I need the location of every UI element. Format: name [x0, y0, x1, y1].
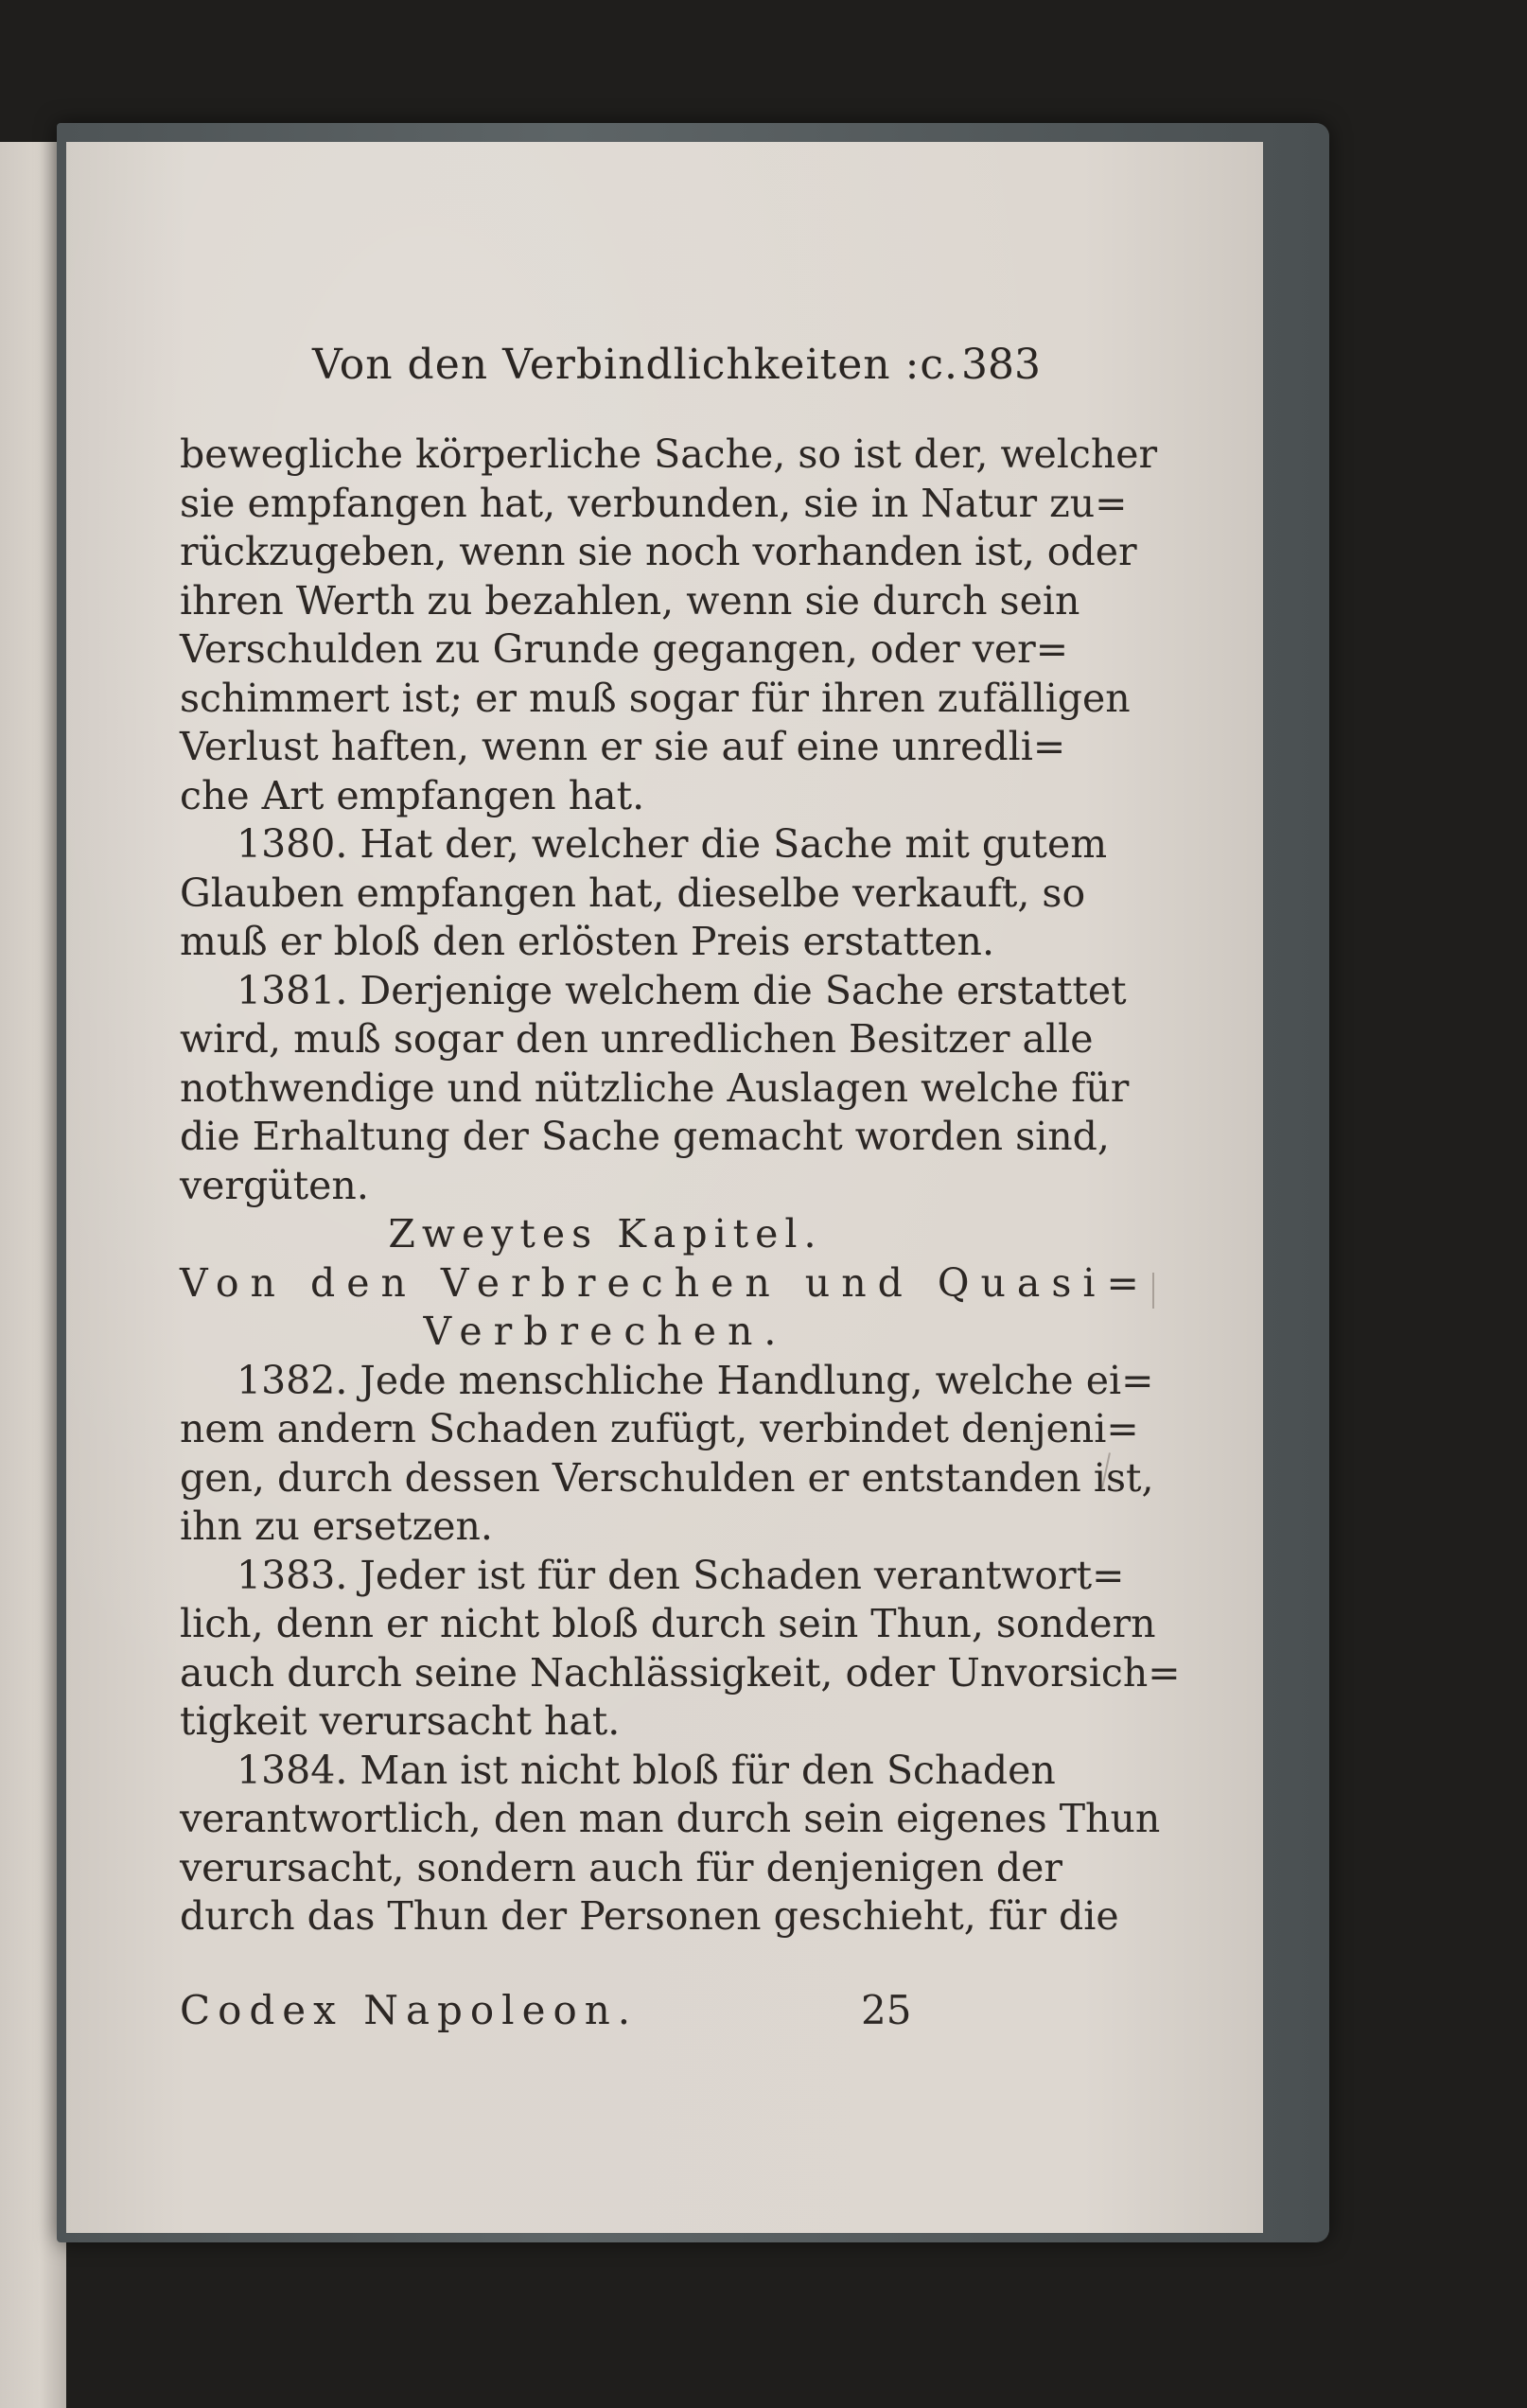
text-line: ihren Werth zu bezahlen, wenn sie durch sein	[180, 577, 1080, 624]
text-line: verantwortlich, den man durch sein eigenes Thun	[180, 1796, 1161, 1841]
text-line: Verlust haften, wenn er sie auf eine unredli=	[180, 724, 1066, 769]
text-line: muß er bloß den erlösten Preis erstatten.	[180, 919, 994, 964]
paragraph-1380: 1380. Hat der, welcher die Sache mit gutem	[237, 821, 1108, 867]
page-header	[227, 341, 1041, 397]
text-line: rückzugeben, wenn sie noch vorhanden ist, oder	[180, 529, 1137, 574]
chapter-heading: Zweytes Kapitel.	[388, 1211, 823, 1257]
text-line: vergüten.	[180, 1162, 369, 1208]
paragraph-1382: 1382. Jede menschliche Handlung, welche ei=	[237, 1357, 1154, 1403]
margin-mark	[1152, 1273, 1154, 1309]
running-head: Von den Verbindlichkeiten :c.	[312, 341, 959, 389]
text-line: gen, durch dessen Verschulden er entstanden ist,	[180, 1454, 1154, 1501]
signature-title: Codex Napoleon.	[180, 1987, 639, 2033]
text-line: nothwendige und nützliche Auslagen welche für	[180, 1064, 1130, 1111]
text-line: che Art empfangen hat.	[180, 772, 645, 818]
text-line: auch durch seine Nachlässigkeit, oder Unvorsich=	[180, 1649, 1181, 1696]
text-line: lich, denn er nicht bloß durch sein Thun, sondern	[180, 1601, 1156, 1646]
text-line: nem andern Schaden zufügt, verbindet denjeni=	[180, 1406, 1139, 1451]
text-line: sie empfangen hat, verbunden, sie in Natur zu=	[180, 480, 1128, 526]
text-line: Glauben empfangen hat, dieselbe verkauft, so	[180, 870, 1086, 916]
text-line: verursacht, sondern auch für denjenigen der	[180, 1844, 1063, 1890]
text-line: Verschulden zu Grunde gegangen, oder ver=	[180, 626, 1069, 672]
printer-signature	[180, 1987, 1031, 2044]
text-line: schimmert ist; er muß sogar für ihren zufälligen	[180, 675, 1131, 721]
text-line: tigkeit verursacht hat.	[180, 1698, 621, 1744]
text-line: durch das Thun der Personen geschieht, für die	[180, 1893, 1119, 1939]
paragraph-1381: 1381. Derjenige welchem die Sache erstattet	[237, 967, 1127, 1013]
text-line: bewegliche körperliche Sache, so ist der, welcher	[180, 431, 1158, 477]
paragraph-1384: 1384. Man ist nicht bloß für den Schaden	[237, 1747, 1056, 1793]
text-line: die Erhaltung der Sache gemacht worden sind,	[180, 1114, 1110, 1159]
body-text	[180, 431, 1181, 1942]
text-line: wird, muß sogar den unredlichen Besitzer alle	[180, 1016, 1094, 1062]
text-line: ihn zu ersetzen.	[180, 1503, 493, 1549]
section-title: Von den Verbrechen und Quasi=	[180, 1259, 1150, 1306]
section-title-continued: Verbrechen.	[423, 1309, 788, 1354]
page-number: 383	[961, 341, 1041, 389]
signature-mark: 25	[861, 1987, 912, 2033]
paragraph-1383: 1383. Jeder ist für den Schaden verantwort=	[237, 1552, 1125, 1598]
